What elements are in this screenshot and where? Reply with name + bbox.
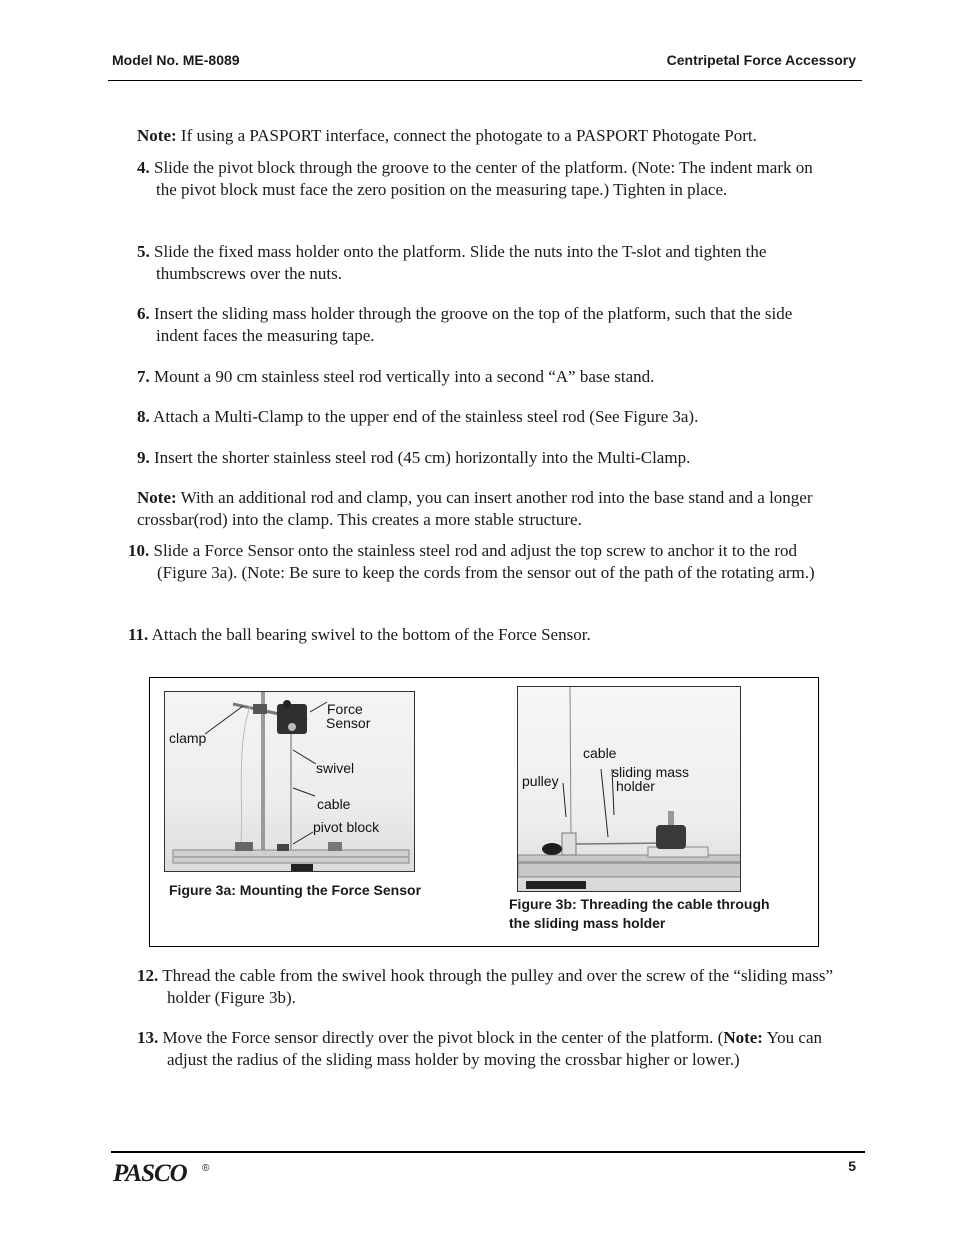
note-text: If using a PASPORT interface, connect the photogate to a PASPORT Photogate Port. [176,126,757,145]
note-additional-rod [137,487,837,531]
step-number: 10. [128,541,150,560]
step-number: 11. [128,625,149,644]
step-13 [137,1027,837,1071]
note-label: Note: [137,126,177,145]
label-swivel: swivel [316,760,355,776]
step-8 [137,406,837,428]
step-number: 5. [137,242,150,261]
step-number: 8. [137,407,150,426]
note-pasport [137,125,837,147]
figure-3b-caption-line2: the sliding mass holder [509,915,666,931]
step-6 [137,303,837,347]
header-model: Model No. ME-8089 [112,52,240,68]
label-clamp: clamp [169,730,207,746]
registered-mark: ® [202,1163,210,1174]
label-force: Force [327,701,363,717]
note-text: With an additional rod and clamp, you can insert another rod into the base stand and a longer crossbar(rod) into the clamp. This creates a more stable structure. [137,488,813,529]
step-5 [137,241,837,285]
figure-3a-illustration [165,692,415,872]
label-pulley: pulley [522,773,559,789]
label-pivot-block: pivot block [313,819,380,835]
figure-3a-caption: Figure 3a: Mounting the Force Sensor [169,882,422,898]
step-number: 13. [137,1028,159,1047]
note-label: Note: [137,488,177,507]
label-cable: cable [317,796,351,812]
step-number: 12. [137,966,159,985]
pasco-logo: PASCO [113,1160,187,1187]
label-sensor: Sensor [326,715,371,731]
header-title: Centripetal Force Accessory [666,52,856,68]
step-7 [137,366,837,388]
step-text: Slide the pivot block through the groove to the center of the platform. (Note: The indent mark on the pivot block must face the zero position on the measuring tape.) Tighten in place. [149,158,813,199]
header-rule [108,80,862,81]
step-text: Slide a Force Sensor onto the stainless steel rod and adjust the top screw to anchor it to the rod (Figure 3a). (Note: Be sure to keep the cords from the sensor out of the path of the rotating arm.) [149,541,815,582]
step-text: Move the Force sensor directly over the pivot block in the center of the platform. ( [158,1028,724,1047]
step-text: Insert the sliding mass holder through the groove on the top of the platform, such that the side indent faces the measuring tape. [149,304,793,345]
step-number: 7. [137,367,150,386]
step-text: Attach a Multi-Clamp to the upper end of the stainless steel rod (See Figure 3a). [149,407,699,426]
label-cable: cable [583,745,617,761]
step-text: Thread the cable from the swivel hook through the pulley and over the screw of the “sliding mass” holder (Figure 3b). [158,966,834,1007]
step-number: 6. [137,304,150,323]
step-4 [137,157,837,201]
step-10 [128,540,838,584]
footer-rule [111,1151,865,1153]
figure-3b-caption-line1: Figure 3b: Threading the cable through [509,896,770,912]
step-text: Slide the fixed mass holder onto the platform. Slide the nuts into the T-slot and tighten the thumbscrews over the nuts. [149,242,767,283]
step-text-continued: You can adjust the radius of the sliding mass holder by moving the crossbar higher or lower.) [167,1028,823,1069]
page-number: 5 [848,1158,856,1174]
label-sliding-mass: sliding mass [612,764,690,780]
step-text: Mount a 90 cm stainless steel rod vertically into a second “A” base stand. [149,367,655,386]
label-holder: holder [616,778,655,794]
step-number: 4. [137,158,150,177]
figure-3a-photo [164,691,415,872]
note-label: Note: [723,1028,763,1047]
step-11 [128,624,838,646]
step-12 [137,965,837,1009]
step-number: 9. [137,448,150,467]
step-9 [137,447,837,469]
step-text: Attach the ball bearing swivel to the bottom of the Force Sensor. [148,625,591,644]
step-text: Insert the shorter stainless steel rod (45 cm) horizontally into the Multi-Clamp. [149,448,691,467]
